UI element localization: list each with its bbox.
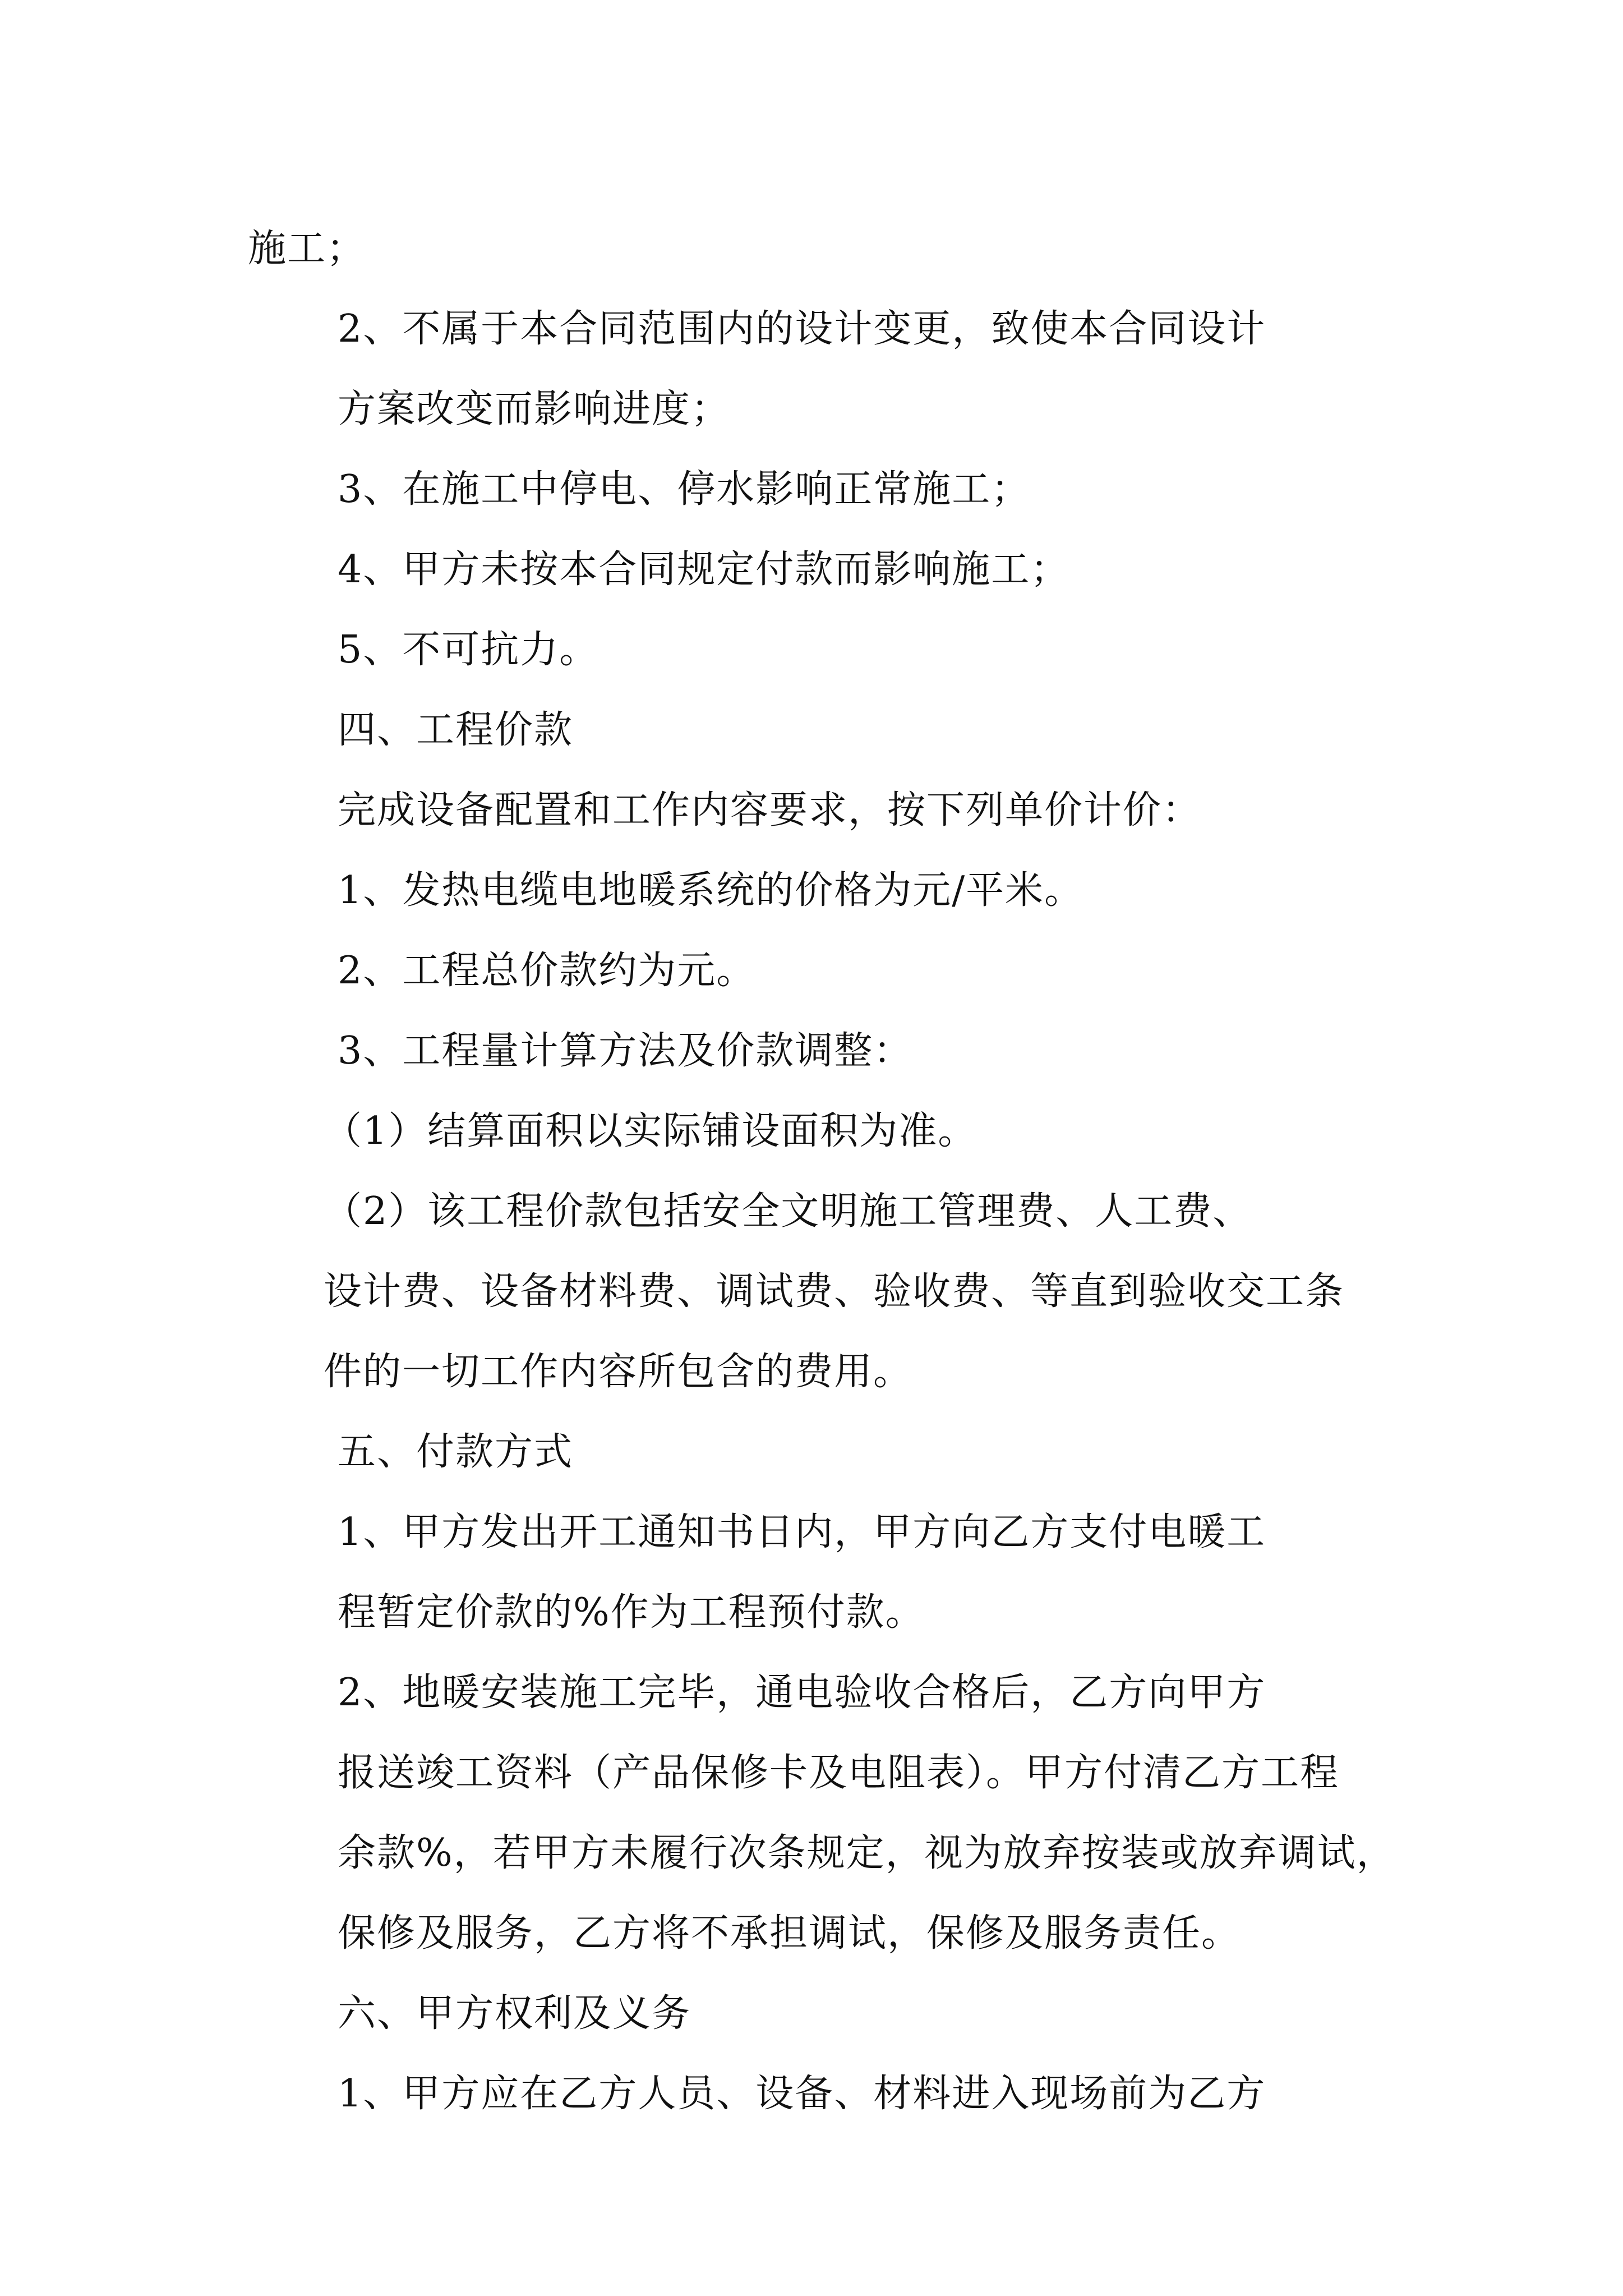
text-line: 4、甲方未按本合同规定付款而影响施工； — [338, 547, 1070, 592]
text-line: 2、不属于本合同范围内的设计变更，致使本合同设计 — [338, 307, 1266, 351]
text-line: 五、付款方式 — [338, 1430, 574, 1474]
text-line: 2、工程总价款约为元。 — [338, 949, 756, 993]
document-paragraph — [248, 931, 1386, 1011]
text-line: 设计费、设备材料费、调试费、验收费、等直到验收交工条 — [324, 1269, 1345, 1314]
text-line: 六、甲方权利及义务 — [338, 1991, 691, 2036]
text-line: （1）结算面积以实际铺设面积为准。 — [324, 1109, 978, 1153]
text-line: 3、在施工中停电、停水影响正常施工； — [338, 467, 1031, 512]
document-paragraph — [248, 449, 1386, 530]
document-paragraph — [248, 1171, 1386, 1412]
document-body — [248, 209, 1396, 2134]
text-line: 5、不可抗力。 — [338, 628, 599, 672]
document-paragraph — [248, 1973, 1386, 2054]
document-paragraph — [248, 1653, 1396, 1973]
document-paragraph — [248, 1091, 1386, 1171]
document-paragraph — [248, 530, 1386, 610]
text-line: 方案改变而影响进度； — [338, 387, 731, 431]
document-paragraph — [248, 209, 1386, 289]
text-line: 3、工程量计算方法及价款调整： — [338, 1029, 913, 1073]
document-paragraph — [248, 1412, 1386, 1492]
text-line: 1、发热电缆电地暖系统的价格为元/平米。 — [338, 868, 1084, 913]
document-paragraph — [248, 1011, 1386, 1091]
document-paragraph — [248, 690, 1386, 770]
text-line: 程暂定价款的%作为工程预付款。 — [338, 1590, 925, 1635]
text-line: 件的一切工作内容所包含的费用。 — [324, 1350, 913, 1394]
text-line: 保修及服务，乙方将不承担调试，保修及服务责任。 — [338, 1911, 1241, 1955]
text-line: 2、地暖安装施工完毕，通电验收合格后，乙方向甲方 — [338, 1671, 1266, 1715]
document-paragraph — [248, 770, 1386, 850]
text-line: 1、甲方应在乙方人员、设备、材料进入现场前为乙方 — [338, 2072, 1266, 2116]
text-line: 余款%，若甲方未履行次条规定，视为放弃按装或放弃调试， — [338, 1831, 1396, 1875]
document-paragraph — [248, 1492, 1386, 1653]
text-line: 四、工程价款 — [338, 708, 574, 752]
text-line: 施工； — [248, 227, 366, 271]
text-line: （2）该工程价款包括安全文明施工管理费、人工费、 — [324, 1189, 1252, 1234]
text-line: 完成设备配置和工作内容要求，按下列单价计价： — [338, 788, 1202, 832]
document-paragraph — [248, 610, 1386, 690]
document-paragraph — [248, 289, 1386, 449]
document-paragraph — [248, 850, 1386, 931]
text-line: 报送竣工资料（产品保修卡及电阻表）。甲方付清乙方工程 — [338, 1751, 1340, 1795]
document-paragraph — [248, 2054, 1386, 2134]
text-line: 1、甲方发出开工通知书日内，甲方向乙方支付电暖工 — [338, 1510, 1266, 1554]
